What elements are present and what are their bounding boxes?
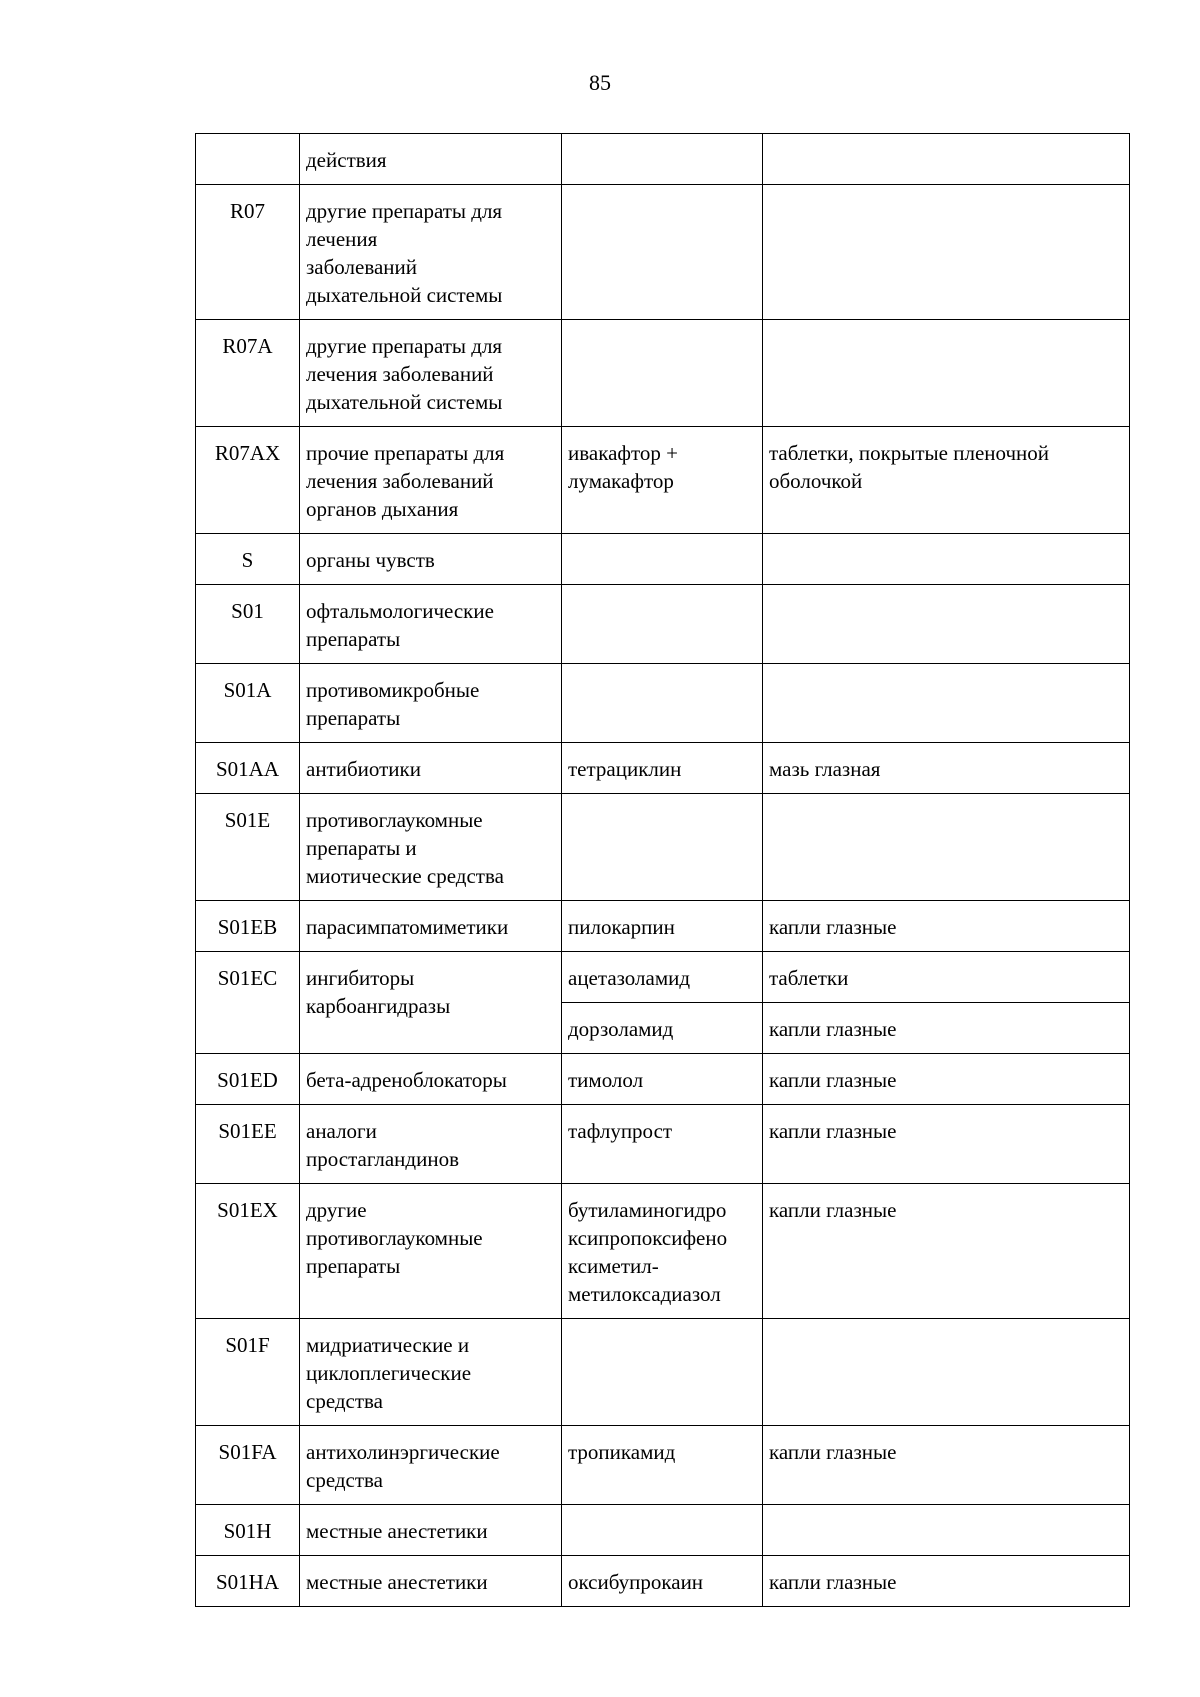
atc-code-cell: S01EB: [196, 901, 300, 952]
substance-cell: тетрациклин: [562, 743, 763, 794]
group-name-cell: другие препараты для лечения заболеваний дыхательной системы: [300, 320, 562, 427]
substance-cell: [562, 1319, 763, 1426]
substance-cell: пилокарпин: [562, 901, 763, 952]
substance-cell: [562, 1505, 763, 1556]
table-row: [196, 664, 1130, 743]
dosage-form-cell: капли глазные: [763, 1054, 1130, 1105]
substance-cell: [562, 664, 763, 743]
atc-code-cell: S01E: [196, 794, 300, 901]
atc-code-cell: R07A: [196, 320, 300, 427]
atc-code-cell: S: [196, 534, 300, 585]
substance-cell: дорзоламид: [562, 1003, 763, 1054]
dosage-form-cell: [763, 794, 1130, 901]
atc-code-cell: S01H: [196, 1505, 300, 1556]
atc-code-cell: S01EX: [196, 1184, 300, 1319]
table-row: [196, 794, 1130, 901]
substance-cell: ацетазоламид: [562, 952, 763, 1003]
group-name-cell: другие противоглаукомные препараты: [300, 1184, 562, 1319]
substance-cell: бутиламиногидро ксипропоксифено ксиметил- метилоксадиазол: [562, 1184, 763, 1319]
atc-code-cell: S01A: [196, 664, 300, 743]
substance-cell: [562, 534, 763, 585]
dosage-form-cell: капли глазные: [763, 901, 1130, 952]
substance-cell: [562, 585, 763, 664]
group-name-cell: бета-адреноблокаторы: [300, 1054, 562, 1105]
group-name-cell: действия: [300, 134, 562, 185]
atc-code-cell: S01HA: [196, 1556, 300, 1607]
table-row: [196, 952, 1130, 1003]
table-row: [196, 585, 1130, 664]
page-number: 85: [589, 70, 611, 95]
atc-code-cell: S01EC: [196, 952, 300, 1054]
dosage-form-cell: [763, 585, 1130, 664]
dosage-form-cell: [763, 320, 1130, 427]
dosage-form-cell: капли глазные: [763, 1426, 1130, 1505]
table-row: [196, 320, 1130, 427]
atc-code-cell: S01: [196, 585, 300, 664]
atc-code-cell: S01AA: [196, 743, 300, 794]
atc-code-cell: R07: [196, 185, 300, 320]
dosage-form-cell: [763, 1505, 1130, 1556]
atc-code-cell: S01EE: [196, 1105, 300, 1184]
dosage-form-cell: таблетки, покрытые пленочной оболочкой: [763, 427, 1130, 534]
dosage-form-cell: капли глазные: [763, 1003, 1130, 1054]
group-name-cell: местные анестетики: [300, 1556, 562, 1607]
substance-cell: ивакафтор + лумакафтор: [562, 427, 763, 534]
table-row: [196, 1556, 1130, 1607]
group-name-cell: противомикробные препараты: [300, 664, 562, 743]
dosage-form-cell: мазь глазная: [763, 743, 1130, 794]
atc-code-cell: S01F: [196, 1319, 300, 1426]
table-row: [196, 901, 1130, 952]
substance-cell: тропикамид: [562, 1426, 763, 1505]
dosage-form-cell: [763, 185, 1130, 320]
group-name-cell: местные анестетики: [300, 1505, 562, 1556]
table-row: [196, 1426, 1130, 1505]
table-row: [196, 1105, 1130, 1184]
table-row: [196, 1319, 1130, 1426]
table-row: [196, 1184, 1130, 1319]
table-row: [196, 534, 1130, 585]
group-name-cell: антихолинэргические средства: [300, 1426, 562, 1505]
atc-code-cell: R07AX: [196, 427, 300, 534]
atc-code-cell: [196, 134, 300, 185]
group-name-cell: противоглаукомные препараты и миотические средства: [300, 794, 562, 901]
dosage-form-cell: [763, 534, 1130, 585]
drug-table: [195, 133, 1130, 1607]
dosage-form-cell: капли глазные: [763, 1184, 1130, 1319]
group-name-cell: прочие препараты для лечения заболеваний органов дыхания: [300, 427, 562, 534]
substance-cell: [562, 794, 763, 901]
table-row: [196, 1505, 1130, 1556]
substance-cell: [562, 185, 763, 320]
table-body: [196, 134, 1130, 1607]
group-name-cell: другие препараты для лечения заболеваний дыхательной системы: [300, 185, 562, 320]
dosage-form-cell: [763, 1319, 1130, 1426]
group-name-cell: офтальмологические препараты: [300, 585, 562, 664]
table-row: [196, 427, 1130, 534]
table-row: [196, 743, 1130, 794]
dosage-form-cell: [763, 134, 1130, 185]
dosage-form-cell: капли глазные: [763, 1105, 1130, 1184]
substance-cell: тимолол: [562, 1054, 763, 1105]
atc-code-cell: S01FA: [196, 1426, 300, 1505]
group-name-cell: ингибиторы карбоангидразы: [300, 952, 562, 1054]
dosage-form-cell: [763, 664, 1130, 743]
dosage-form-cell: таблетки: [763, 952, 1130, 1003]
table-row: [196, 1054, 1130, 1105]
group-name-cell: антибиотики: [300, 743, 562, 794]
substance-cell: тафлупрост: [562, 1105, 763, 1184]
table-row: [196, 185, 1130, 320]
group-name-cell: мидриатические и циклоплегические средства: [300, 1319, 562, 1426]
atc-code-cell: S01ED: [196, 1054, 300, 1105]
table-row: [196, 134, 1130, 185]
group-name-cell: парасимпатомиметики: [300, 901, 562, 952]
group-name-cell: аналоги простагландинов: [300, 1105, 562, 1184]
substance-cell: [562, 134, 763, 185]
substance-cell: [562, 320, 763, 427]
substance-cell: оксибупрокаин: [562, 1556, 763, 1607]
group-name-cell: органы чувств: [300, 534, 562, 585]
dosage-form-cell: капли глазные: [763, 1556, 1130, 1607]
